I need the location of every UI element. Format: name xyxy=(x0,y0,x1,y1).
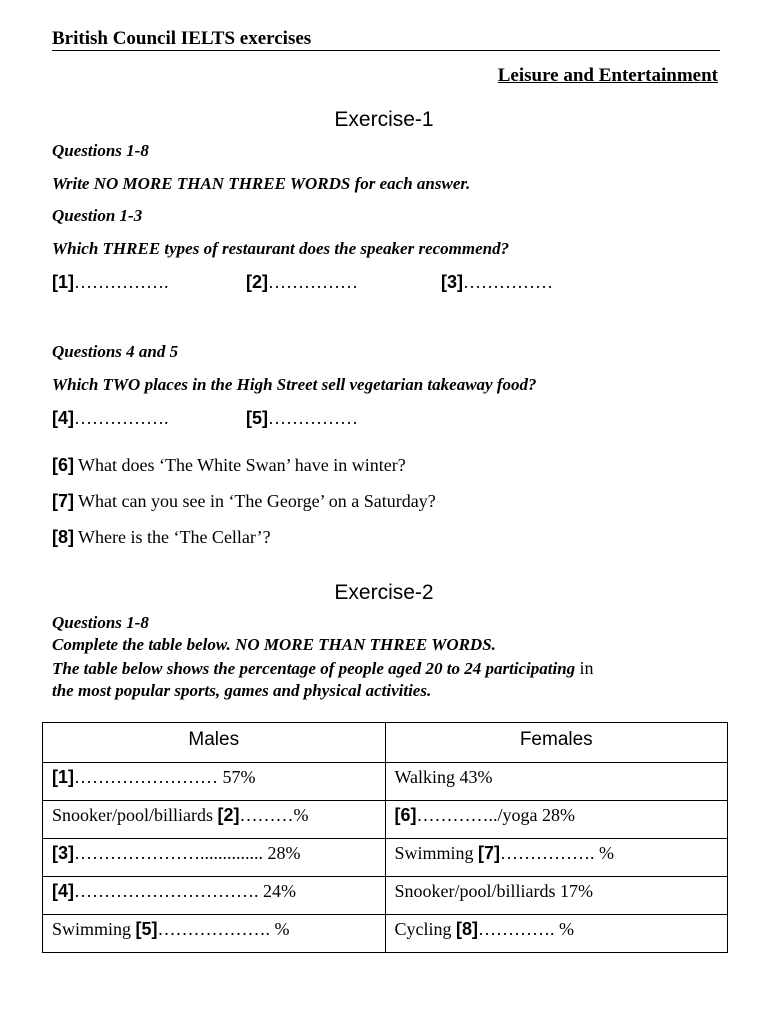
table-row xyxy=(43,763,728,801)
participation-table xyxy=(42,722,728,953)
column-header-males: Males xyxy=(43,723,386,763)
question-4-5-text: Which TWO places in the High Street sell vegetarian takeaway food? xyxy=(52,375,537,394)
question-1-3-label: Question 1-3 xyxy=(52,206,143,225)
females-cell-3[interactable]: Swimming [7]……………. % xyxy=(385,839,728,877)
question-6: [6] What does ‘The White Swan’ have in winter? xyxy=(52,455,406,475)
males-cell-2[interactable]: Snooker/pool/billiards [2]………% xyxy=(43,801,386,839)
exercise1-title: Exercise-1 xyxy=(334,108,434,131)
exercise2-description: The table below shows the percentage of people aged 20 to 24 participating in xyxy=(52,658,594,678)
table-row xyxy=(43,915,728,953)
answer-blank-2[interactable]: [2]…………… xyxy=(246,272,358,292)
table-header-row xyxy=(43,723,728,763)
females-cell-1: Walking 43% xyxy=(385,763,728,801)
females-cell-4: Snooker/pool/billiards 17% xyxy=(385,877,728,915)
answer-blank-1[interactable]: [1]……………. xyxy=(52,272,169,292)
question-7: [7] What can you see in ‘The George’ on a Saturday? xyxy=(52,491,436,511)
males-cell-3[interactable]: [3]………………….............. 28% xyxy=(43,839,386,877)
exercise2-instruction: Complete the table below. NO MORE THAN THREE WORDS. xyxy=(52,635,496,654)
exercise2-description-line2: the most popular sports, games and physical activities. xyxy=(52,681,432,700)
exercise1-instruction: Write NO MORE THAN THREE WORDS for each answer. xyxy=(52,174,471,193)
table-row xyxy=(43,839,728,877)
answer-blank-3[interactable]: [3]…………… xyxy=(441,272,553,292)
exercise1-questions-range: Questions 1-8 xyxy=(52,141,149,160)
question-4-5-label: Questions 4 and 5 xyxy=(52,342,179,361)
males-cell-4[interactable]: [4]…………………………. 24% xyxy=(43,877,386,915)
females-cell-2[interactable]: [6]…………../yoga 28% xyxy=(385,801,728,839)
table-row xyxy=(43,877,728,915)
answer-blank-4[interactable]: [4]……………. xyxy=(52,408,169,428)
question-1-3-text: Which THREE types of restaurant does the speaker recommend? xyxy=(52,239,510,258)
table-row xyxy=(43,801,728,839)
column-header-females: Females xyxy=(385,723,728,763)
answer-blank-5[interactable]: [5]…………… xyxy=(246,408,358,428)
question-8: [8] Where is the ‘The Cellar’? xyxy=(52,527,271,547)
males-cell-1[interactable]: [1]…………………… 57% xyxy=(43,763,386,801)
females-cell-5[interactable]: Cycling [8]…………. % xyxy=(385,915,728,953)
document-source: British Council IELTS exercises xyxy=(52,28,312,49)
header-divider xyxy=(52,50,720,51)
exercise2-questions-range: Questions 1-8 xyxy=(52,613,149,632)
males-cell-5[interactable]: Swimming [5]………………. % xyxy=(43,915,386,953)
exercise2-title: Exercise-2 xyxy=(334,581,434,604)
document-topic: Leisure and Entertainment xyxy=(497,65,718,86)
